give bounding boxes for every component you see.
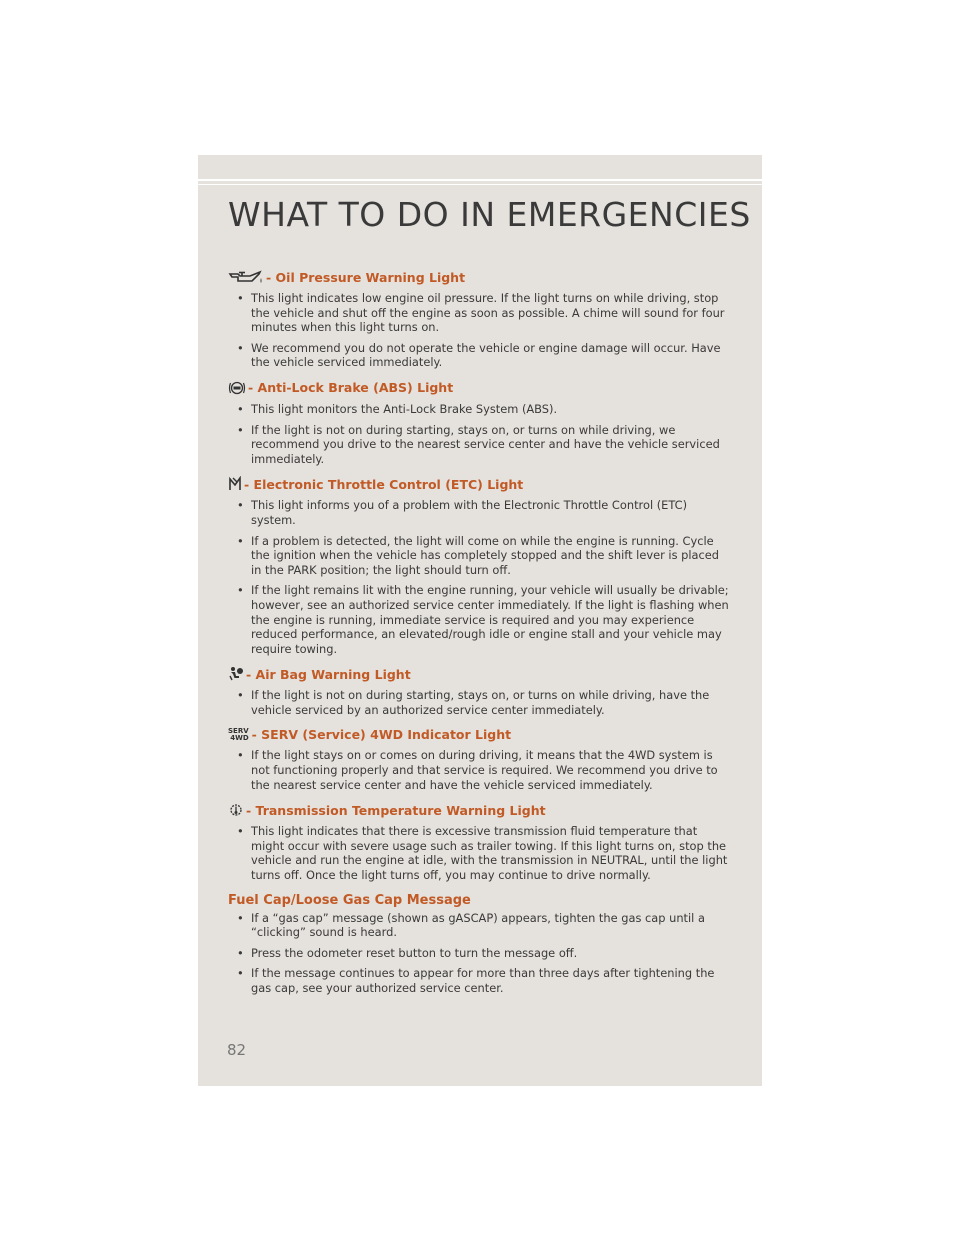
list-item: • If the light is not on during starting, stays on, or turns on while driving, we recommend you drive to the nearest service center and have the vehicle serviced immediately. <box>228 423 732 467</box>
list-item: • This light informs you of a problem with the Electronic Throttle Control (ETC) system. <box>228 498 732 527</box>
section-heading <box>228 380 732 396</box>
section-oil-pressure <box>228 269 732 370</box>
header-rule-thin <box>198 184 762 185</box>
section-serv-4wd <box>228 727 732 792</box>
throttle-icon <box>228 476 242 492</box>
section-heading <box>228 269 732 285</box>
bullet-list <box>228 498 732 656</box>
oil-can-icon <box>228 269 264 285</box>
section-abs <box>228 380 732 466</box>
section-heading-text: - Electronic Throttle Control (ETC) Light <box>244 476 524 492</box>
list-item: • If a “gas cap” message (shown as gASCAP) appears, tighten the gas cap until a “clicking” sound is heard. <box>228 911 732 940</box>
bullet-list <box>228 748 732 792</box>
transmission-temp-icon <box>228 802 244 818</box>
list-item: • This light indicates low engine oil pressure. If the light turns on while driving, stop the vehicle and shut off the engine as soon as possible. A chime will sound for four minutes when this light turns on. <box>228 291 732 335</box>
section-heading-text: - Anti-Lock Brake (ABS) Light <box>248 380 454 396</box>
section-heading <box>228 727 732 742</box>
bullet-list <box>228 402 732 466</box>
bullet-list <box>228 291 732 370</box>
page-number: 82 <box>227 1041 247 1059</box>
page-title: WHAT TO DO IN EMERGENCIES <box>228 195 751 234</box>
content <box>228 269 732 1006</box>
list-item: • If the message continues to appear for more than three days after tightening the gas cap, see your authorized service center. <box>228 966 732 995</box>
list-item: • If the light remains lit with the engine running, your vehicle will usually be drivable; however, see an authorized service center immediately. If the light is flashing when the engine is running, immediate service is required and you may experience reduced performance, an elevated/rough idle or engine stall and your vehicle may require towing. <box>228 583 732 656</box>
section-heading <box>228 476 732 492</box>
section-heading <box>228 802 732 818</box>
airbag-icon <box>228 666 244 682</box>
list-item: • If the light is not on during starting, stays on, or turns on while driving, have the vehicle serviced by an authorized service center immediately. <box>228 688 732 717</box>
section-heading <box>228 666 732 682</box>
abs-icon <box>228 380 246 396</box>
section-etc <box>228 476 732 656</box>
list-item: • If a problem is detected, the light will come on while the engine is running. Cycle the ignition when the vehicle has completely stopped and the shift lever is placed in the PARK position; the light should turn off. <box>228 534 732 578</box>
section-heading-text: - Transmission Temperature Warning Light <box>246 802 546 818</box>
section-heading <box>228 893 732 908</box>
list-item: • This light monitors the Anti-Lock Brake System (ABS). <box>228 402 732 417</box>
section-heading-text: - Oil Pressure Warning Light <box>266 269 466 285</box>
serv-4wd-icon: SERV 4WD <box>228 726 249 742</box>
bullet-list <box>228 911 732 996</box>
bullet-list <box>228 688 732 717</box>
list-item: • We recommend you do not operate the vehicle or engine damage will occur. Have the vehicle serviced immediately. <box>228 341 732 370</box>
section-heading-text: Fuel Cap/Loose Gas Cap Message <box>228 892 471 908</box>
list-item: • This light indicates that there is excessive transmission fluid temperature that might occur with severe usage such as trailer towing. If this light turns on, stop the vehicle and run the engine at idle, with the transmission in NEUTRAL, until the light turns off. Once the light turns off, you may continue to drive normally. <box>228 824 732 882</box>
section-heading-text: - Air Bag Warning Light <box>246 666 411 682</box>
header-rule <box>198 179 762 181</box>
section-transmission-temp <box>228 802 732 882</box>
list-item: • If the light stays on or comes on during driving, it means that the 4WD system is not functioning properly and that service is required. We recommend you drive to the nearest service center and have the vehicle serviced immediately. <box>228 748 732 792</box>
bullet-list <box>228 824 732 882</box>
section-fuel-cap <box>228 893 732 996</box>
section-heading-text: - SERV (Service) 4WD Indicator Light <box>251 727 512 743</box>
list-item: • Press the odometer reset button to turn the message off. <box>228 946 732 961</box>
manual-page <box>198 155 762 1086</box>
section-airbag <box>228 666 732 717</box>
